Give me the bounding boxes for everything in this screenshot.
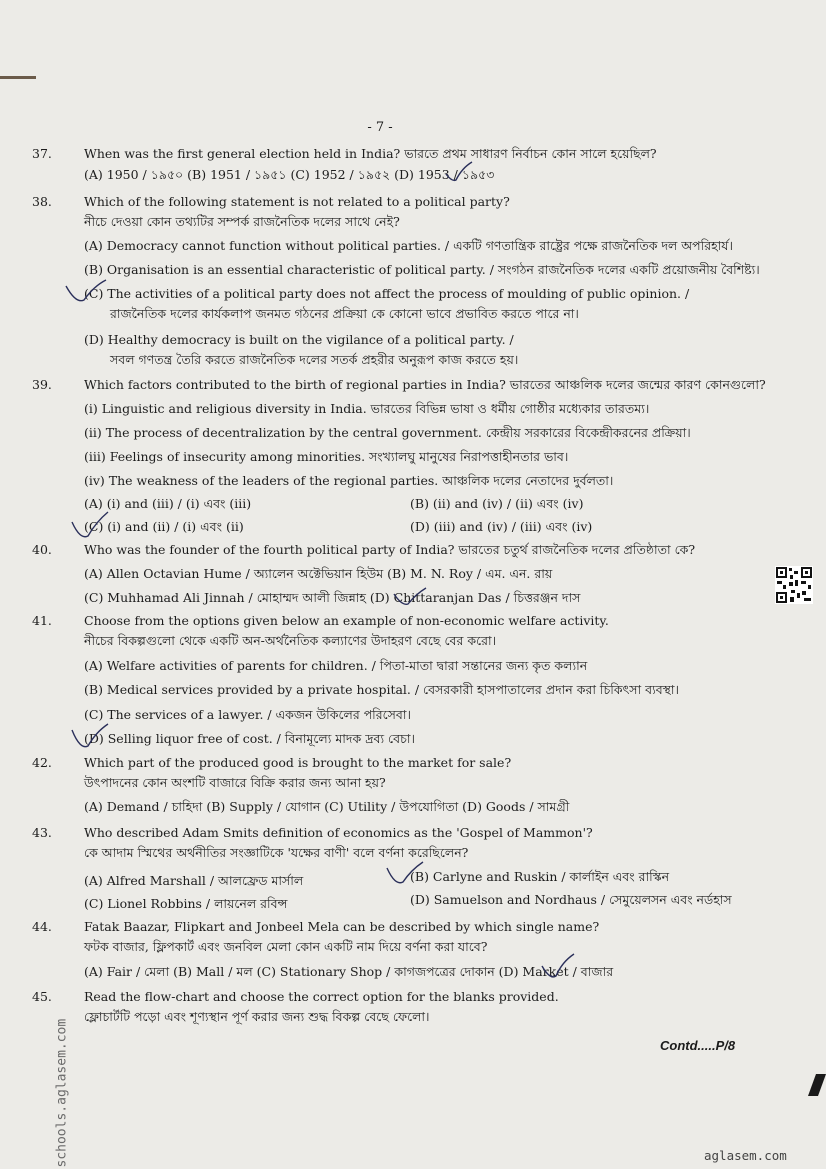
- question-number: 38.: [32, 194, 52, 209]
- statement-i: (i) Linguistic and religious diversity in India. ভারতের বিভিন্ন ভাষা ও ধর্মীয় গোষ্ঠীর মধ্যেকার তারতম্য।: [84, 401, 650, 416]
- question-number: 37.: [32, 146, 52, 161]
- question-text: Who was the founder of the fourth political party of India? ভারতের চতুর্থ রাজনৈতিক দলের প্রতিষ্ঠাতা কে?: [84, 542, 696, 557]
- question-text: Read the flow-chart and choose the correct option for the blanks provided.: [84, 989, 559, 1004]
- question-text-bn: ফটক বাজার, ফ্লিপকার্ট এবং জনবিল মেলা কোন একটি নাম দিয়ে বর্ণনা করা যাবে?: [84, 939, 488, 954]
- option-c: (C) The activities of a political party does not affect the process of moulding of public opinion. /: [84, 286, 690, 301]
- question-text-bn: নীচের বিকল্পগুলো থেকে একটি অন-অর্থনৈতিক কল্যাণের উদাহরণ বেছে বের করো।: [84, 633, 497, 648]
- option-b: (B) Organisation is an essential characteristic of political party. / সংগঠন রাজনৈতিক দলের একটি প্রয়োজনীয় বৈশিষ্ট্য।: [84, 262, 760, 277]
- options-line: (A) 1950 / ১৯৫০ (B) 1951 / ১৯৫১ (C) 1952 / ১৯৫২ (D) 1953 / ১৯৫৩: [84, 167, 495, 182]
- option-c-bn: রাজনৈতিক দলের কার্যকলাপ জনমত গঠনের প্রক্রিয়া কে কোনো ভাবে প্রভাবিত করতে পারে না।: [110, 306, 579, 321]
- tick-mark-icon: [540, 952, 576, 982]
- margin-mark: [808, 1074, 826, 1096]
- question-number: 42.: [32, 755, 52, 770]
- question-text: When was the first general election held in India? ভারতে প্রথম সাধারণ নির্বাচন কোন সালে হয়েছিল?: [84, 146, 657, 161]
- page-number: - 7 -: [367, 120, 393, 135]
- option-a: (A) Alfred Marshall / আলফ্রেড মার্সাল: [84, 873, 304, 888]
- tick-mark-icon: [70, 722, 110, 752]
- question-text-bn: নীচে দেওয়া কোন তথ্যটির সম্পর্ক রাজনৈতিক দলের সাথে নেই?: [84, 214, 400, 229]
- tick-mark-icon: [385, 860, 425, 888]
- option-a: (A) Welfare activities of parents for children. / পিতা-মাতা দ্বারা সন্তানের জন্য কৃত কল্যান: [84, 658, 588, 673]
- question-text-bn: ফ্লোচার্টটি পড়ো এবং শূণ্যস্থান পূর্ণ করার জন্য শুদ্ধ বিকল্প বেছে ফেলো।: [84, 1009, 430, 1024]
- option-b: (B) Carlyne and Ruskin / কার্লাইন এবং রাস্কিন: [410, 869, 670, 884]
- options-line-1: (A) Allen Octavian Hume / অ্যালেন অক্টেভিয়ান হিউম (B) M. N. Roy / এম. এন. রায়: [84, 566, 553, 581]
- option-d: (D) Selling liquor free of cost. / বিনামূল্যে মাদক দ্রব্য বেচা।: [84, 731, 415, 746]
- option-d-bn: সবল গণতন্ত্র তৈরি করতে রাজনৈতিক দলের সতর্ক প্রহরীর অনুরূপ কাজ করতে হয়।: [110, 352, 519, 367]
- option-d: (D) Healthy democracy is built on the vigilance of a political party. /: [84, 332, 514, 347]
- question-text: Which part of the produced good is brought to the market for sale?: [84, 755, 512, 770]
- options-line: (A) Demand / চাহিদা (B) Supply / যোগান (C) Utility / উপযোগিতা (D) Goods / সামগ্রী: [84, 799, 570, 814]
- option-c: (C) (i) and (ii) / (i) এবং (ii): [84, 519, 244, 534]
- question-text: Who described Adam Smits definition of economics as the 'Gospel of Mammon'?: [84, 825, 593, 840]
- options-line: (A) Fair / মেলা (B) Mall / মল (C) Stationary Shop / কাগজপত্রের দোকান (D) Market / বাজার: [84, 964, 614, 979]
- option-d: (D) Samuelson and Nordhaus / সেমুয়েলসন এবং নর্ডহাস: [410, 892, 732, 907]
- option-b: (B) (ii) and (iv) / (ii) এবং (iv): [410, 496, 584, 511]
- question-number: 45.: [32, 989, 52, 1004]
- statement-ii: (ii) The process of decentralization by the central government. কেন্দ্রীয় সরকারের বিকেন্দ্রীকরনের প্রক্রিয়া।: [84, 425, 691, 440]
- options-line-2: (C) Muhhamad Ali Jinnah / মোহাম্মদ আলী জিন্নাহ (D) Chittaranjan Das / চিত্তরঞ্জন দাস: [84, 590, 581, 605]
- question-number: 41.: [32, 613, 52, 628]
- option-c: (C) Lionel Robbins / লায়নেল রবিন্স: [84, 896, 288, 911]
- qr-code-icon: [775, 566, 813, 604]
- statement-iii: (iii) Feelings of insecurity among minorities. সংখ্যালঘু মানুষের নিরাপত্তাহীনতার ভাব।: [84, 449, 569, 464]
- question-number: 40.: [32, 542, 52, 557]
- tick-mark-icon: [444, 160, 474, 184]
- option-b: (B) Medical services provided by a private hospital. / বেসরকারী হাসপাতালের প্রদান করা চিকিৎসা ব্যবস্থা।: [84, 682, 680, 697]
- bottom-watermark: aglasem.com: [704, 1148, 787, 1163]
- side-watermark: schools.aglasem.com: [54, 1018, 70, 1168]
- question-text: Choose from the options given below an example of non-economic welfare activity.: [84, 613, 609, 628]
- question-number: 39.: [32, 377, 52, 392]
- question-text: Which of the following statement is not related to a political party?: [84, 194, 510, 209]
- question-text-bn: কে আদাম স্মিথের অর্থনীতির সংজ্ঞাটিকে 'যক্ষের বাণী' বলে বর্ণনা করেছিলেন?: [84, 845, 469, 860]
- question-number: 43.: [32, 825, 52, 840]
- continued-label: Contd.....P/8: [660, 1038, 736, 1053]
- option-a: (A) Democracy cannot function without political parties. / একটি গণতান্ত্রিক রাষ্ট্রের পক্ষে রাজনৈতিক দল অপরিহার্য।: [84, 238, 733, 253]
- option-a: (A) (i) and (iii) / (i) এবং (iii): [84, 496, 252, 511]
- tick-mark-icon: [392, 586, 428, 610]
- statement-iv: (iv) The weakness of the leaders of the regional parties. আঞ্চলিক দলের নেতাদের দুর্বলতা।: [84, 473, 614, 488]
- question-text: Fatak Baazar, Flipkart and Jonbeel Mela can be described by which single name?: [84, 919, 600, 934]
- option-d: (D) (iii) and (iv) / (iii) এবং (iv): [410, 519, 593, 534]
- edge-mark: [0, 76, 36, 79]
- question-text: Which factors contributed to the birth of regional parties in India? ভারতের আঞ্চলিক দলের জন্মের কারণ কোনগুলো?: [84, 377, 766, 392]
- tick-mark-icon: [64, 276, 108, 306]
- question-number: 44.: [32, 919, 52, 934]
- option-c: (C) The services of a lawyer. / একজন উকিলের পরিসেবা।: [84, 707, 411, 722]
- tick-mark-icon: [70, 510, 110, 544]
- question-text-bn: উৎপাদনের কোন অংশটি বাজারে বিক্রি করার জন্য আনা হয়?: [84, 775, 386, 790]
